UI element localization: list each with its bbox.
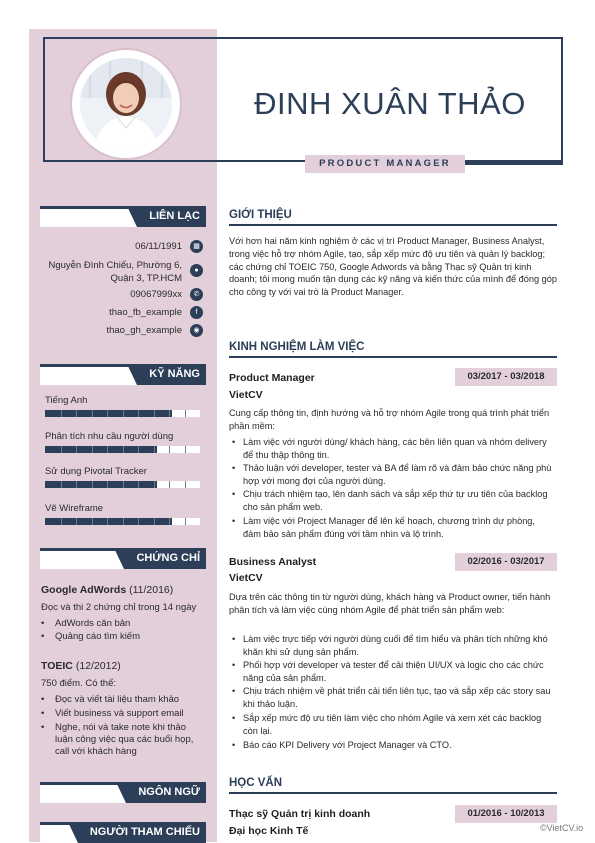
contact-address: Nguyễn Đình Chiểu, Phường 6, Quận 3, TP.HCM: [48, 260, 182, 284]
skill-bar-tick: [154, 446, 155, 453]
facebook-icon: f: [190, 306, 203, 319]
experience-heading: KINH NGHIỆM LÀM VIỆC: [229, 341, 365, 353]
skill-bar-tick: [92, 410, 93, 417]
skill-bar-tick: [154, 481, 155, 488]
cert-toeic-name: TOEIC: [41, 660, 73, 672]
skill-bar-tick: [76, 518, 77, 525]
contact-facebook[interactable]: thao_fb_example: [109, 307, 182, 318]
job-bullet: • Làm việc với Project Manager để lên kế hoạch, chương trình dự phòng, đảm bảo sản phẩm đúng với tầm nhìn và lộ trình.: [243, 515, 555, 541]
skill-bar-tick: [169, 410, 170, 417]
contact-github[interactable]: thao_gh_example: [106, 325, 182, 336]
job-company: VietCV: [229, 389, 263, 401]
skill-label: Tiếng Anh: [45, 395, 88, 406]
skill-bar-tick: [76, 410, 77, 417]
skill-bar-tick: [169, 481, 170, 488]
cert-toeic-date: (12/2012): [75, 660, 121, 672]
job-bullet: • Chịu trách nhiệm về phát triển cải tiến liên tục, tạo và sắp xếp các story sau khi thảo luận.: [243, 685, 555, 711]
skill-label: Vẽ Wireframe: [45, 503, 104, 514]
skill-bar-tick: [154, 410, 155, 417]
job-period-badge: 02/2016 - 03/2017: [455, 553, 557, 571]
skill-bar-tick: [61, 481, 62, 488]
job-role: Product Manager: [229, 372, 315, 384]
skill-label: Sử dụng Pivotal Tracker: [45, 466, 147, 477]
cert-toeic-bullet: • Đọc và viết tài liệu tham khảo: [47, 694, 179, 706]
skill-bar-tick: [61, 518, 62, 525]
skill-bar: [45, 518, 200, 525]
skill-bar-tick: [107, 410, 108, 417]
skill-bar: [45, 481, 200, 488]
skill-bar-tick: [76, 446, 77, 453]
skill-bar-tick: [138, 410, 139, 417]
cert-google-date: (11/2016): [129, 584, 174, 596]
skill-bar-tick: [92, 518, 93, 525]
skill-label: Phân tích nhu cầu người dùng: [45, 431, 174, 442]
skill-bar-fill: [45, 410, 172, 417]
github-icon: ◉: [190, 324, 203, 337]
education-degree: Thạc sỹ Quản trị kinh doanh: [229, 808, 371, 820]
skill-bar-tick: [185, 518, 186, 525]
avatar-photo-icon: [80, 58, 172, 150]
references-heading-bar: [40, 822, 206, 843]
cert-toeic-bullet: • Nghe, nói và take note khi thảo luận công việc qua các buổi họp, call với khách hàng: [47, 722, 202, 758]
watermark: ©VietCV.io: [540, 823, 584, 833]
cert-google-name: Google AdWords: [41, 584, 127, 596]
skill-bar-tick: [76, 481, 77, 488]
education-school: Đại học Kinh Tế: [229, 825, 309, 837]
about-divider: [229, 224, 557, 226]
contact-heading-bar: [40, 206, 206, 227]
skill-bar-tick: [138, 481, 139, 488]
job-bullet: • Làm việc trực tiếp với người dùng cuối để tìm hiểu và phân tích những khó khăn khi sử dụng sản phẩm.: [243, 633, 555, 659]
certificates-heading-bar: [40, 548, 206, 569]
skill-bar-tick: [107, 518, 108, 525]
job-title: PRODUCT MANAGER: [319, 158, 451, 169]
avatar: [80, 58, 172, 150]
cert-toeic-bullet: • Viết business và support email: [47, 708, 184, 720]
certificates-heading: CHỨNG CHỈ: [124, 548, 206, 569]
skill-bar-tick: [154, 518, 155, 525]
skill-bar-tick: [185, 446, 186, 453]
skills-heading-bar: [40, 364, 206, 385]
skill-bar: [45, 446, 200, 453]
languages-heading: NGÔN NGỮ: [126, 782, 206, 803]
job-bullet: • Báo cáo KPI Delivery với Project Manager và CTO.: [243, 739, 555, 752]
job-role: Business Analyst: [229, 556, 317, 568]
skill-bar-tick: [107, 481, 108, 488]
phone-icon: ✆: [190, 288, 203, 301]
skill-bar-tick: [169, 518, 170, 525]
skill-bar: [45, 410, 200, 417]
cert-google-bullet: • Quảng cáo tìm kiếm: [47, 631, 140, 643]
job-summary: Dựa trên các thông tin từ người dùng, khách hàng và Product owner, tiến hành phân tích và làm việc cùng nhóm Agile để phát triển sản phẩm web:: [229, 592, 551, 615]
job-summary: Cung cấp thông tin, định hướng và hỗ trợ nhóm Agile trong quá trình phát triển phần mềm:: [229, 408, 550, 431]
candidate-name: ĐINH XUÂN THẢO: [254, 86, 526, 121]
job-bullet: • Làm việc với người dùng/ khách hàng, các bên liên quan và nhóm delivery để thu thập thông tin.: [243, 436, 555, 462]
job-bullet: • Sắp xếp mức độ ưu tiên làm việc cho nhóm Agile và xem xét các backlog còn lại.: [243, 712, 555, 738]
job-company: VietCV: [229, 572, 263, 584]
job-period-badge: 03/2017 - 03/2018: [455, 368, 557, 386]
skill-bar-tick: [107, 446, 108, 453]
calendar-icon: ▦: [190, 240, 203, 253]
skill-bar-tick: [169, 446, 170, 453]
education-divider: [229, 792, 557, 794]
skill-bar-tick: [185, 481, 186, 488]
skill-bar-tick: [92, 446, 93, 453]
about-heading: GIỚI THIỆU: [229, 209, 292, 221]
skill-bar-tick: [123, 518, 124, 525]
skill-bar-tick: [138, 446, 139, 453]
skill-bar-tick: [61, 410, 62, 417]
languages-heading-bar: [40, 782, 206, 803]
skill-bar-tick: [61, 446, 62, 453]
cert-toeic-desc: 750 điểm. Có thể:: [41, 678, 116, 689]
cert-google-desc: Đọc và thi 2 chứng chỉ trong 14 ngày: [41, 602, 197, 613]
skill-bar-tick: [123, 481, 124, 488]
skill-bar-tick: [92, 481, 93, 488]
cert-toeic-title: [41, 660, 121, 672]
skill-bar-tick: [123, 410, 124, 417]
education-heading: HỌC VẤN: [229, 777, 283, 789]
skills-heading: KỸ NĂNG: [137, 364, 206, 385]
job-bullet: • Chịu trách nhiệm tạo, lên danh sách và sắp xếp thứ tự ưu tiên của backlog cho sản phẩm web.: [243, 488, 555, 514]
contact-birthdate: 06/11/1991: [135, 241, 182, 252]
job-bullet: • Thảo luận với developer, tester và BA để làm rõ và đảm bảo chức năng phù hợp với mong đợi của người dùng.: [243, 462, 555, 488]
references-heading: NGƯỜI THAM CHIẾU: [78, 822, 206, 843]
skill-bar-tick: [138, 518, 139, 525]
cert-google-title: [41, 584, 173, 596]
cert-google-bullet: • AdWords căn bản: [47, 618, 130, 630]
about-text: Với hơn hai năm kinh nghiệm ở các vị trí Product Manager, Business Analyst, trong việc hỗ trợ nhóm Agile, tạo, sắp xếp mức độ ưu tiên và quản lý backlog; các chứng chỉ TOEIC 750, Google Adwords và bằng Thạc sỹ Quản trị kinh doanh; tôi mong muốn tận dụng các kỹ năng và kiến thức của mình để đóng góp cho công ty với vai trò là Product Manager.: [229, 236, 557, 298]
map-pin-icon: ●: [190, 264, 203, 277]
skill-bar-fill: [45, 518, 172, 525]
contact-heading: LIÊN LẠC: [137, 206, 206, 227]
skill-bar-tick: [185, 410, 186, 417]
education-period-badge: 01/2016 - 10/2013: [455, 805, 557, 823]
job-bullet: • Phối hợp với developer và tester để cải thiện UI/UX và logic cho các chức năng của sản phẩm.: [243, 659, 555, 685]
experience-divider: [229, 356, 557, 358]
skill-bar-tick: [123, 446, 124, 453]
contact-phone: 09067999xx: [130, 289, 182, 300]
